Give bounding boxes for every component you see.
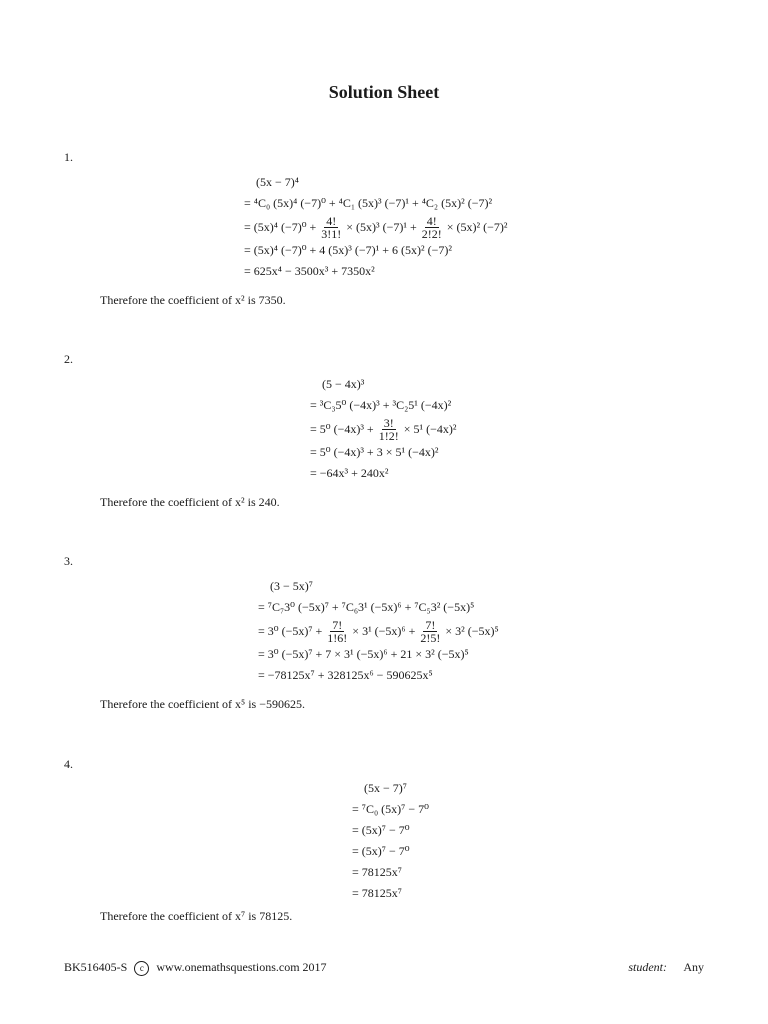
equation-line: = ⁷C₇3⁰ (−5x)⁷ + ⁷C₆3¹ (−5x)⁶ + ⁷C₅3² (−5x)⁵ bbox=[258, 600, 475, 614]
equation-segment: × (5x)² (−7)² bbox=[446, 219, 508, 234]
equation-line: (5 − 4x)³ bbox=[322, 377, 365, 391]
equation-line: = 78125x⁷ bbox=[352, 865, 402, 879]
fraction-denominator: 2!2! bbox=[421, 226, 442, 241]
equation-line: = −64x³ + 240x² bbox=[310, 466, 389, 480]
equation-line-fraction bbox=[310, 416, 456, 442]
fraction-numerator: 4! bbox=[326, 213, 337, 228]
fraction bbox=[325, 619, 349, 644]
question-number-1: 1. bbox=[64, 150, 73, 164]
equation-line: (3 − 5x)⁷ bbox=[270, 579, 313, 593]
conclusion-1: Therefore the coefficient of x² is 7350. bbox=[100, 293, 286, 307]
fraction-numerator: 4! bbox=[426, 213, 437, 228]
footer-left bbox=[64, 960, 327, 976]
fraction bbox=[418, 619, 442, 644]
equation-block-2 bbox=[310, 374, 456, 484]
equation-block-3 bbox=[258, 576, 499, 686]
student-value: Any bbox=[683, 960, 704, 974]
conclusion-3: Therefore the coefficient of x⁵ is −590625. bbox=[100, 697, 305, 711]
equation-segment: = (5x)⁴ (−7)⁰ + bbox=[244, 219, 317, 234]
equation-line: = 5⁰ (−4x)³ + 3 × 5¹ (−4x)² bbox=[310, 445, 439, 459]
fraction-numerator: 7! bbox=[425, 617, 436, 632]
equation-line: = 3⁰ (−5x)⁷ + 7 × 3¹ (−5x)⁶ + 21 × 3² (−5x)⁵ bbox=[258, 647, 469, 661]
fraction-numerator: 7! bbox=[332, 617, 343, 632]
fraction-denominator: 2!5! bbox=[420, 630, 441, 645]
equation-segment: × 3¹ (−5x)⁶ + bbox=[352, 623, 416, 638]
footer-right bbox=[628, 960, 704, 975]
conclusion-4: Therefore the coefficient of x⁷ is 78125. bbox=[100, 909, 293, 923]
equation-line: = ⁴C₀ (5x)⁴ (−7)⁰ + ⁴C₁ (5x)³ (−7)¹ + ⁴C₂ (5x)² (−7)² bbox=[244, 196, 493, 210]
fraction-denominator: 1!2! bbox=[378, 428, 399, 443]
fraction bbox=[319, 215, 343, 240]
question-number-2: 2. bbox=[64, 352, 73, 366]
equation-line-fraction bbox=[244, 214, 507, 240]
equation-line: = ⁷C₀ (5x)⁷ − 7⁰ bbox=[352, 802, 429, 816]
fraction-numerator: 3! bbox=[383, 415, 394, 430]
equation-line: = ³C₃5⁰ (−4x)³ + ³C₂5¹ (−4x)² bbox=[310, 398, 452, 412]
copyright-icon: c bbox=[134, 961, 149, 976]
equation-line: = (5x)⁷ − 7⁰ bbox=[352, 844, 410, 858]
fraction bbox=[420, 215, 444, 240]
equation-line: (5x − 7)⁴ bbox=[256, 175, 299, 189]
page-title: Solution Sheet bbox=[328, 82, 440, 102]
equation-line: = −78125x⁷ + 328125x⁶ − 590625x⁵ bbox=[258, 668, 433, 682]
sheet-code: BK516405-S bbox=[64, 960, 128, 974]
equation-segment: × 3² (−5x)⁵ bbox=[445, 623, 499, 638]
fraction-denominator: 1!6! bbox=[327, 630, 348, 645]
equation-block-1 bbox=[244, 172, 507, 282]
equation-segment: × 5¹ (−4x)² bbox=[403, 421, 457, 436]
fraction-denominator: 3!1! bbox=[321, 226, 342, 241]
question-number-3: 3. bbox=[64, 554, 73, 568]
equation-line: (5x − 7)⁷ bbox=[364, 781, 407, 795]
equation-line: = 625x⁴ − 3500x³ + 7350x² bbox=[244, 264, 375, 278]
equation-segment: × (5x)³ (−7)¹ + bbox=[346, 219, 417, 234]
student-label: student: bbox=[628, 960, 667, 974]
equation-line: = (5x)⁷ − 7⁰ bbox=[352, 823, 410, 837]
footer-site: www.onemathsquestions.com 2017 bbox=[156, 960, 327, 974]
equation-line: = (5x)⁴ (−7)⁰ + 4 (5x)³ (−7)¹ + 6 (5x)² (−7)² bbox=[244, 243, 452, 257]
fraction bbox=[377, 417, 401, 442]
equation-segment: = 5⁰ (−4x)³ + bbox=[310, 421, 374, 436]
equation-block-4 bbox=[352, 778, 429, 904]
conclusion-2: Therefore the coefficient of x² is 240. bbox=[100, 495, 280, 509]
equation-segment: = 3⁰ (−5x)⁷ + bbox=[258, 623, 323, 638]
equation-line: = 78125x⁷ bbox=[352, 886, 402, 900]
equation-line-fraction bbox=[258, 618, 499, 644]
question-number-4: 4. bbox=[64, 757, 73, 771]
